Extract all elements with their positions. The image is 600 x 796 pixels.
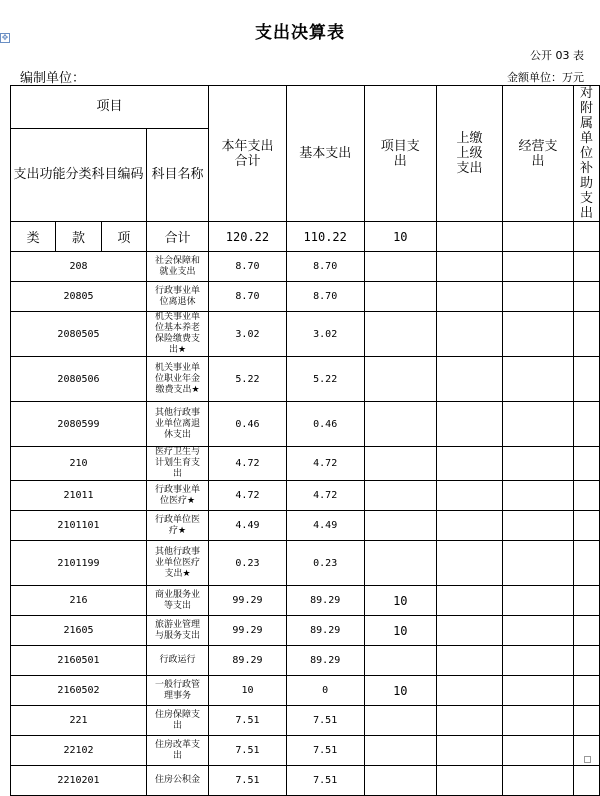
- row-business: [503, 282, 574, 312]
- row-code: 21011: [11, 481, 147, 511]
- row-project: [364, 402, 436, 447]
- header-project: 项目: [11, 86, 209, 129]
- table-row: [11, 511, 600, 541]
- row-basic: 7.51: [286, 736, 364, 766]
- row-total: 10: [209, 676, 287, 706]
- row-subsidy: [573, 252, 599, 282]
- row-subsidy: [573, 586, 599, 616]
- row-total: 7.51: [209, 706, 287, 736]
- row-business: [503, 511, 574, 541]
- row-subsidy: [573, 541, 599, 586]
- table-row: [11, 312, 600, 357]
- total-amount: 120.22: [209, 222, 287, 252]
- row-code: 2160501: [11, 646, 147, 676]
- row-code: 2080506: [11, 357, 147, 402]
- row-upper: [437, 402, 503, 447]
- row-upper: [437, 252, 503, 282]
- row-subsidy: [573, 616, 599, 646]
- row-business: [503, 481, 574, 511]
- header-project-exp: 项目支出: [364, 86, 436, 222]
- row-upper: [437, 511, 503, 541]
- row-total: 8.70: [209, 282, 287, 312]
- table-row: [11, 252, 600, 282]
- table-row: [11, 402, 600, 447]
- row-subsidy: [573, 357, 599, 402]
- row-total: 5.22: [209, 357, 287, 402]
- row-name: 其他行政事业单位离退休支出: [147, 402, 209, 447]
- row-total: 3.02: [209, 312, 287, 357]
- total-basic: 110.22: [286, 222, 364, 252]
- row-project: [364, 646, 436, 676]
- row-subsidy: [573, 676, 599, 706]
- row-project: [364, 481, 436, 511]
- header-upper: 上缴上级支出: [437, 86, 503, 222]
- row-upper: [437, 541, 503, 586]
- row-total: 7.51: [209, 736, 287, 766]
- row-subsidy: [573, 766, 599, 796]
- table-row: [11, 766, 600, 796]
- expenditure-table: [10, 85, 600, 796]
- header-total: 本年支出合计: [209, 86, 287, 222]
- row-business: [503, 312, 574, 357]
- row-upper: [437, 706, 503, 736]
- row-basic: 4.72: [286, 481, 364, 511]
- table-row: [11, 586, 600, 616]
- row-total: 7.51: [209, 766, 287, 796]
- row-subsidy: [573, 402, 599, 447]
- row-name: 医疗卫生与计划生育支出: [147, 447, 209, 481]
- org-label: 编制单位：: [20, 71, 86, 86]
- row-code: 210: [11, 447, 147, 481]
- row-code: 2101199: [11, 541, 147, 586]
- row-basic: 3.02: [286, 312, 364, 357]
- row-upper: [437, 447, 503, 481]
- row-subsidy: [573, 312, 599, 357]
- row-subsidy: [573, 282, 599, 312]
- row-project: [364, 706, 436, 736]
- row-total: 99.29: [209, 586, 287, 616]
- row-subsidy: [573, 447, 599, 481]
- row-name: 机关事业单位职业年金缴费支出★: [147, 357, 209, 402]
- row-subsidy: [573, 646, 599, 676]
- total-subsidy: [573, 222, 599, 252]
- row-name: 其他行政事业单位医疗支出★: [147, 541, 209, 586]
- row-code: 2210201: [11, 766, 147, 796]
- row-total: 4.49: [209, 511, 287, 541]
- row-code: 2160502: [11, 676, 147, 706]
- header-basic: 基本支出: [286, 86, 364, 222]
- row-upper: [437, 616, 503, 646]
- row-upper: [437, 586, 503, 616]
- row-code: 221: [11, 706, 147, 736]
- row-project: [364, 252, 436, 282]
- table-row: [11, 541, 600, 586]
- row-project: [364, 541, 436, 586]
- row-upper: [437, 646, 503, 676]
- table-resize-handle[interactable]: [584, 756, 591, 763]
- row-code: 22102: [11, 736, 147, 766]
- row-business: [503, 402, 574, 447]
- row-total: 89.29: [209, 646, 287, 676]
- row-basic: 8.70: [286, 282, 364, 312]
- row-project: [364, 312, 436, 357]
- row-code: 2101101: [11, 511, 147, 541]
- row-business: [503, 736, 574, 766]
- row-basic: 89.29: [286, 586, 364, 616]
- table-row: [11, 447, 600, 481]
- row-name: 住房改革支出: [147, 736, 209, 766]
- table-move-handle[interactable]: ✥: [1, 33, 9, 42]
- row-basic: 4.72: [286, 447, 364, 481]
- total-project: 10: [364, 222, 436, 252]
- table-row: [11, 282, 600, 312]
- form-number: 公开 03 表: [530, 49, 584, 62]
- row-name: 机关事业单位基本养老保险缴费支出★: [147, 312, 209, 357]
- row-basic: 7.51: [286, 766, 364, 796]
- row-basic: 7.51: [286, 706, 364, 736]
- header-business: 经营支出: [503, 86, 574, 222]
- header-kuan: 款: [56, 222, 101, 252]
- row-code: 216: [11, 586, 147, 616]
- row-total: 0.46: [209, 402, 287, 447]
- row-total: 4.72: [209, 447, 287, 481]
- row-business: [503, 706, 574, 736]
- row-total: 8.70: [209, 252, 287, 282]
- row-basic: 0: [286, 676, 364, 706]
- row-code: 2080505: [11, 312, 147, 357]
- amount-unit: 金额单位：万元: [507, 71, 584, 84]
- row-name: 行政运行: [147, 646, 209, 676]
- row-business: [503, 541, 574, 586]
- header-name: 科目名称: [147, 128, 209, 221]
- row-business: [503, 252, 574, 282]
- row-business: [503, 616, 574, 646]
- row-subsidy: [573, 511, 599, 541]
- row-name: 住房公积金: [147, 766, 209, 796]
- row-business: [503, 646, 574, 676]
- row-upper: [437, 481, 503, 511]
- row-name: 社会保障和就业支出: [147, 252, 209, 282]
- table-row: [11, 736, 600, 766]
- row-code: 21605: [11, 616, 147, 646]
- page-title: 支出决算表: [255, 23, 345, 43]
- row-basic: 5.22: [286, 357, 364, 402]
- row-project: [364, 766, 436, 796]
- table-row: [11, 646, 600, 676]
- row-project: [364, 357, 436, 402]
- row-basic: 89.29: [286, 616, 364, 646]
- row-upper: [437, 312, 503, 357]
- row-basic: 0.46: [286, 402, 364, 447]
- row-project: [364, 282, 436, 312]
- row-upper: [437, 282, 503, 312]
- row-subsidy: [573, 481, 599, 511]
- row-name: 行政事业单位离退休: [147, 282, 209, 312]
- header-subsidy: 对附属单位补助支出: [573, 86, 599, 222]
- row-project: [364, 736, 436, 766]
- table-row: [11, 616, 600, 646]
- row-name: 一般行政管理事务: [147, 676, 209, 706]
- row-business: [503, 586, 574, 616]
- row-basic: 89.29: [286, 646, 364, 676]
- row-name: 行政事业单位医疗★: [147, 481, 209, 511]
- row-business: [503, 447, 574, 481]
- header-lei: 类: [11, 222, 56, 252]
- header-sum: 合计: [147, 222, 209, 252]
- row-upper: [437, 357, 503, 402]
- row-basic: 8.70: [286, 252, 364, 282]
- table-row: [11, 676, 600, 706]
- table-row: [11, 481, 600, 511]
- row-total: 99.29: [209, 616, 287, 646]
- row-name: 行政单位医疗★: [147, 511, 209, 541]
- row-business: [503, 676, 574, 706]
- row-business: [503, 357, 574, 402]
- table-row: [11, 357, 600, 402]
- row-project: 10: [364, 586, 436, 616]
- total-upper: [437, 222, 503, 252]
- total-business: [503, 222, 574, 252]
- row-code: 2080599: [11, 402, 147, 447]
- row-upper: [437, 736, 503, 766]
- row-upper: [437, 766, 503, 796]
- header-code: 支出功能分类科目编码: [11, 128, 147, 221]
- row-name: 商业服务业等支出: [147, 586, 209, 616]
- table-row: [11, 706, 600, 736]
- row-project: [364, 511, 436, 541]
- row-business: [503, 766, 574, 796]
- row-project: 10: [364, 676, 436, 706]
- row-upper: [437, 676, 503, 706]
- row-total: 4.72: [209, 481, 287, 511]
- row-subsidy: [573, 706, 599, 736]
- row-total: 0.23: [209, 541, 287, 586]
- row-project: 10: [364, 616, 436, 646]
- row-basic: 0.23: [286, 541, 364, 586]
- row-name: 住房保障支出: [147, 706, 209, 736]
- row-project: [364, 447, 436, 481]
- row-code: 208: [11, 252, 147, 282]
- header-xiang: 项: [101, 222, 146, 252]
- row-name: 旅游业管理与服务支出: [147, 616, 209, 646]
- row-code: 20805: [11, 282, 147, 312]
- row-basic: 4.49: [286, 511, 364, 541]
